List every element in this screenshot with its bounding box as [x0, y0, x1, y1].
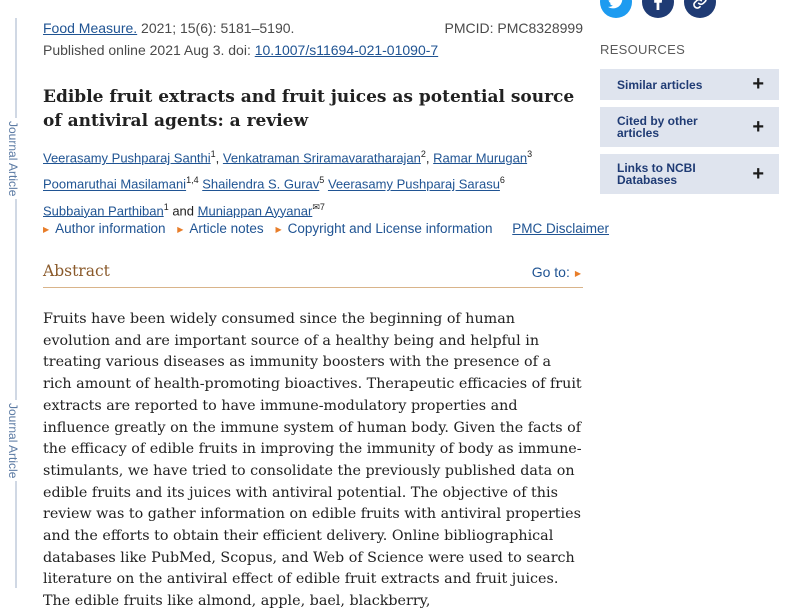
author-affiliation: 1 — [163, 201, 169, 212]
author-link[interactable]: Venkatraman Sriramavaratharajan — [222, 150, 421, 166]
author-link[interactable]: Ramar Murugan — [433, 150, 528, 166]
goto-label: Go to: — [531, 264, 570, 280]
author-link[interactable]: Veerasamy Pushparaj Sarasu — [327, 176, 500, 192]
author-separator: , — [425, 150, 434, 166]
published-prefix: Published online 2021 Aug 3. doi: — [43, 42, 255, 58]
doi-link[interactable]: 10.1007/s11694-021-01090-7 — [254, 42, 439, 58]
author-link[interactable]: Subbaiyan Parthiban — [43, 202, 164, 218]
resource-label: Similar articles — [617, 77, 703, 92]
expand-triangle-icon: ▶ — [43, 224, 50, 234]
author-link[interactable]: Muniappan Ayyanar — [197, 202, 313, 218]
abstract-header — [43, 262, 583, 288]
author-affiliation: 6 — [499, 175, 505, 186]
author-affiliation: 1,4 — [186, 175, 199, 186]
author-affiliation: 2 — [420, 149, 426, 159]
resource-cited-by[interactable] — [600, 107, 779, 147]
abstract-text: Fruits have been widely consumed since the beginning of human evolution and are important source of a healthy being and helpful in treating various diseases as immunity boosters with the presence of a rich amount of health-promoting bioactives. Therapeutic efficacies of fruit extracts are reported to have immune-modulatory properties and influence greatly on the immune system of human body. Given the facts of the efficacy of edible fruits in improving the immunity of body as immune-stimulants, we have tried to consolidate the previously published data on edible fruits and its juices with antiviral potential. The objective of this review was to gather information on edible fruits with antiviral properties and the efforts to obtain their efficient delivery. Online bibliographical databases like PubMed, Scopus, and Web of Science were used to search literature on the antiviral effect of edible fruit extracts and fruit juices. The edible fruits like almond, apple, bael, blackberry, — [43, 311, 582, 610]
expand-triangle-icon: ▶ — [177, 224, 184, 234]
author-affiliation: 1 — [210, 149, 216, 159]
author-separator: and — [168, 202, 198, 218]
resource-label: Cited by other articles — [617, 114, 698, 140]
author-link[interactable]: Veerasamy Pushparaj Santhi — [43, 150, 211, 166]
pmc-disclaimer-link[interactable]: PMC Disclaimer — [512, 221, 610, 236]
citation-details: 2021; 15(6): 5181–5190. — [137, 20, 295, 36]
article-info-links — [43, 221, 610, 236]
abstract-heading: Abstract — [43, 262, 110, 280]
resource-label: Links to NCBI Databases — [617, 161, 696, 187]
author-affiliation: ✉7 — [312, 201, 325, 212]
copyright-license-toggle[interactable]: Copyright and License information — [287, 221, 493, 236]
author-link[interactable]: Poomaruthai Masilamani — [43, 176, 187, 192]
article-notes-toggle[interactable]: Article notes — [189, 221, 264, 236]
pmcid: PMCID: PMC8328999 — [444, 20, 583, 36]
author-information-toggle[interactable]: Author information — [55, 221, 166, 236]
author-link[interactable]: Shailendra S. Gurav — [202, 176, 320, 192]
author-list — [43, 143, 583, 222]
author-separator: , — [215, 150, 223, 166]
goto-triangle-icon: ▶ — [574, 268, 581, 278]
resources-heading: RESOURCES — [600, 42, 686, 57]
goto-menu[interactable] — [532, 264, 581, 280]
twitter-icon[interactable] — [600, 0, 632, 18]
rail-label-bottom: Journal Article — [6, 400, 20, 481]
citation-line — [43, 20, 583, 36]
rail-label-top: Journal Article — [6, 118, 20, 199]
facebook-icon[interactable] — [642, 0, 674, 18]
journal-link[interactable]: Food Measure. — [43, 20, 138, 36]
plus-icon: + — [752, 73, 764, 95]
published-line — [43, 42, 438, 58]
journal-article-rail — [15, 18, 17, 588]
article-title: Edible fruit extracts and fruit juices as potential source of antiviral agents: a review — [43, 87, 575, 131]
plus-icon: + — [752, 115, 764, 138]
plus-icon: + — [752, 162, 764, 185]
link-icon[interactable] — [684, 0, 716, 18]
expand-triangle-icon: ▶ — [275, 224, 282, 234]
resource-similar-articles[interactable] — [600, 69, 779, 100]
author-affiliation: 3 — [527, 149, 533, 159]
resource-ncbi-links[interactable] — [600, 154, 779, 194]
author-affiliation: 5 — [319, 175, 325, 186]
